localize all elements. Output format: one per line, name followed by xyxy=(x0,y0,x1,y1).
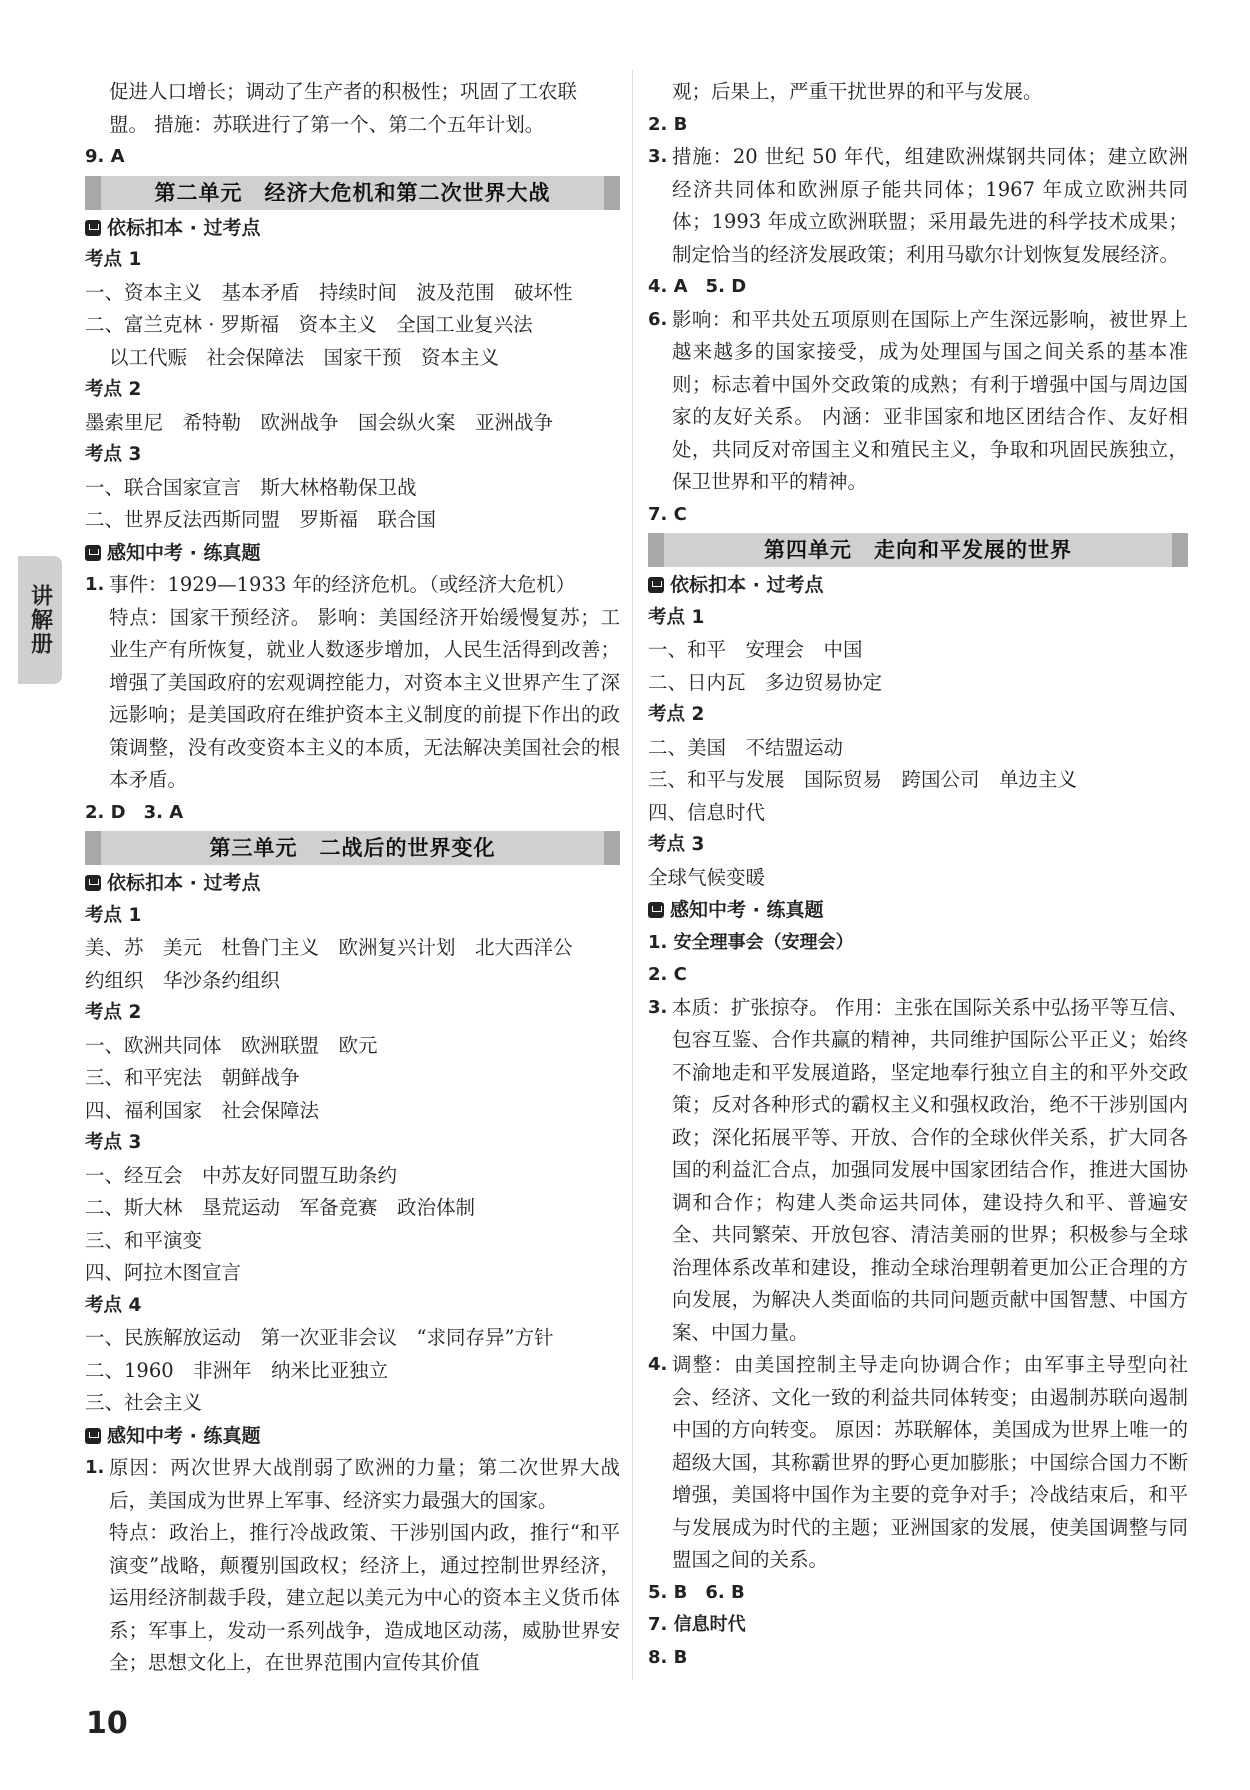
text-line: 一、联合国家宣言 斯大林格勒保卫战 xyxy=(85,475,417,499)
answer-text xyxy=(109,569,620,797)
text-line: 美、苏 美元 杜鲁门主义 欧洲复兴计划 北大西洋公 xyxy=(85,936,573,959)
answer-7: 7. C xyxy=(648,503,687,525)
kp-label: 考点 2 xyxy=(648,704,705,725)
answer-item xyxy=(648,141,1188,271)
text-line: 墨索里尼 希特勒 欧洲战争 国会纵火案 亚洲战争 xyxy=(85,410,554,434)
unit4-title: 第四单元 走向和平发展的世界 xyxy=(648,533,1188,567)
section-icon xyxy=(85,545,101,561)
section-heading-text: 依标扣本 · 过考点 xyxy=(107,872,261,894)
kp-label: 考点 3 xyxy=(648,834,705,855)
section-icon xyxy=(85,220,101,236)
answer-item xyxy=(648,1349,1188,1577)
text-line: 以工代赈 社会保障法 国家干预 资本主义 xyxy=(109,345,500,369)
right-column xyxy=(648,76,1188,1674)
text-line: 二、世界反法西斯同盟 罗斯福 联合国 xyxy=(85,508,437,531)
answer-text xyxy=(109,1452,620,1680)
section-heading-text: 依标扣本 · 过考点 xyxy=(107,216,261,239)
text-line: 促进人口增长；调动了生产者的积极性；巩固了工农联 xyxy=(109,80,578,103)
left-column xyxy=(85,76,620,1680)
kp-label: 考点 1 xyxy=(648,606,705,628)
answer-number: 3. xyxy=(648,146,668,167)
answer-1: 1. 安全理事会（安理会） xyxy=(648,931,854,953)
text-line: 二、1960 非洲年 纳米比亚独立 xyxy=(85,1358,389,1382)
answer-2-3: 2. D 3. A xyxy=(85,801,184,823)
text-line: 三、和平与发展 国际贸易 跨国公司 单边主义 xyxy=(648,768,1078,791)
unit2-title: 第二单元 经济大危机和第二次世界大战 xyxy=(85,176,620,210)
answer-text: 影响：和平共处五项原则在国际上产生深远影响，被世界上越来越多的国家接受，成为处理国与国之间关系的基本准则；标志着中国外交政策的成熟；有利于增强中国与周边国家的友好关系。 内涵：亚非国家和地区团结合作、友好相处，共同反对帝国主义和殖民主义，争取和巩固民族独立，保卫世界和平的精神。 xyxy=(672,307,1188,493)
text-line: 四、福利国家 社会保障法 xyxy=(85,1098,320,1122)
side-tab: 讲解册 xyxy=(18,556,62,684)
section-icon xyxy=(648,577,664,593)
kp-label: 考点 3 xyxy=(85,444,142,465)
text-line: 二、斯大林 垦荒运动 军备竞赛 政治体制 xyxy=(85,1196,476,1219)
text-line: 观；后果上，严重干扰世界的和平与发展。 xyxy=(672,80,1043,103)
answer-item xyxy=(85,1452,620,1680)
text-line: 三、和平演变 xyxy=(85,1228,203,1252)
text-line: 四、信息时代 xyxy=(648,800,766,824)
section-heading xyxy=(85,867,620,900)
answer-5-6: 5. B 6. B xyxy=(648,1581,745,1603)
kp-label: 考点 1 xyxy=(85,249,142,270)
answer-number: 1. xyxy=(85,1457,105,1478)
kp-label: 考点 1 xyxy=(85,904,142,926)
section-heading-text: 感知中考 · 练真题 xyxy=(107,541,261,564)
answer-2: 2. B xyxy=(648,113,688,135)
text-line: 一、经互会 中苏友好同盟互助条约 xyxy=(85,1163,398,1187)
answer-item xyxy=(648,992,1188,1350)
answer-para: 特点：国家干预经济。 影响：美国经济开始缓慢复苏；工业生产有所恢复，就业人数逐步增加，人民生活得到改善；增强了美国政府的宏观调控能力，对资本主义世界产生了深远影响；是美国政府在维护资本主义制度的前提下作出的政策调整，没有改变资本主义的本质，无法解决美国社会的根本矛盾。 xyxy=(109,605,620,791)
text-line: 盟。 措施：苏联进行了第一个、第二个五年计划。 xyxy=(109,112,545,136)
section-icon xyxy=(648,902,664,918)
kp-label: 考点 2 xyxy=(85,379,142,400)
text-line: 一、和平 安理会 中国 xyxy=(648,638,863,661)
unit3-title: 第三单元 二战后的世界变化 xyxy=(85,831,620,865)
answer-para: 特点：政治上，推行冷战政策、干涉别国内政，推行“和平演变”战略，颠覆别国政权；经济上，通过控制世界经济，运用经济制裁手段，建立起以美元为中心的资本主义货币体系；军事上，发动一系列战争，造成地区动荡，威胁世界安全；思想文化上，在世界范围内宣传其价值 xyxy=(109,1521,620,1674)
answer-2: 2. C xyxy=(648,964,687,985)
section-heading-text: 感知中考 · 练真题 xyxy=(670,899,824,921)
answer-number: 6. xyxy=(648,308,668,330)
text-line: 二、美国 不结盟运动 xyxy=(648,735,844,759)
section-heading xyxy=(85,537,620,570)
answer-text: 措施：20 世纪 50 年代，组建欧洲煤钢共同体；建立欧洲经济共同体和欧洲原子能共同体；1967 年成立欧洲共同体；1993 年成立欧洲联盟；采用最先进的科学技术成果；制定恰当的经济发展政策；利用马歇尔计划恢复发展经济。 xyxy=(672,145,1188,266)
answer-9: 9. A xyxy=(85,146,125,167)
text-line: 三、社会主义 xyxy=(85,1391,203,1414)
text-line: 三、和平宪法 朝鲜战争 xyxy=(85,1066,300,1089)
text-line: 一、民族解放运动 第一次亚非会议 “求同存异”方针 xyxy=(85,1326,554,1349)
text-line: 约组织 华沙条约组织 xyxy=(85,968,281,992)
text-line: 二、富兰克林 · 罗斯福 资本主义 全国工业复兴法 xyxy=(85,313,533,336)
section-heading xyxy=(648,569,1188,602)
answer-para: 事件：1929—1933 年的经济危机。（或经济大危机） xyxy=(109,573,576,596)
section-heading-text: 依标扣本 · 过考点 xyxy=(670,574,824,596)
answer-number: 4. xyxy=(648,1354,668,1375)
answer-7: 7. 信息时代 xyxy=(648,1614,746,1635)
text-line: 一、资本主义 基本矛盾 持续时间 波及范围 破坏性 xyxy=(85,280,573,304)
answer-4-5: 4. A 5. D xyxy=(648,276,747,297)
kp-label: 考点 2 xyxy=(85,1002,142,1023)
column-divider xyxy=(632,70,633,1680)
section-heading xyxy=(648,894,1188,927)
answer-item xyxy=(648,304,1188,499)
answer-para: 原因：两次世界大战削弱了欧洲的力量；第二次世界大战后，美国成为世界上军事、经济实力最强大的国家。 xyxy=(109,1456,620,1512)
kp-label: 考点 4 xyxy=(85,1294,142,1316)
answer-item xyxy=(85,569,620,797)
answer-number: 3. xyxy=(648,996,668,1018)
answer-8: 8. B xyxy=(648,1646,688,1668)
kp-label: 考点 3 xyxy=(85,1132,142,1153)
text-line: 一、欧洲共同体 欧洲联盟 欧元 xyxy=(85,1033,378,1057)
answer-text: 本质：扩张掠夺。 作用：主张在国际关系中弘扬平等互信、包容互鉴、合作共赢的精神，共同维护国际公平正义；始终不渝地走和平发展道路，坚定地奉行独立自主的和平外交政策；反对各种形式的霸权主义和强权政治，绝不干涉别国内政；深化拓展平等、开放、合作的全球伙伴关系，扩大同各国的利益汇合点，加强同发展中国家团结合作，推进大国协调和合作；构建人类命运共同体，建设持久和平、普遍安全、共同繁荣、开放包容、清洁美丽的世界；积极参与全球治理体系改革和建设，推动全球治理朝着更加公正合理的方向发展，为解决人类面临的共同问题贡献中国智慧、中国方案、中国力量。 xyxy=(672,995,1188,1344)
section-icon xyxy=(85,1428,101,1444)
text-line: 二、日内瓦 多边贸易协定 xyxy=(648,670,883,694)
page-number: 10 xyxy=(86,1706,128,1741)
section-heading xyxy=(85,1420,620,1453)
text-line: 全球气候变暖 xyxy=(648,865,766,889)
section-icon xyxy=(85,875,101,891)
answer-text: 调整：由美国控制主导走向协调合作；由军事主导型向社会、经济、文化一致的利益共同体转变；由遏制苏联向遏制中国的方向转变。 原因：苏联解体，美国成为世界上唯一的超级大国，其称霸世界的野心更加膨胀；中国综合国力不断增强，美国将中国作为主要的竞争对手；冷战结束后，和平与发展成为时代的主题；亚洲国家的发展，使美国调整与同盟国之间的关系。 xyxy=(672,1353,1188,1571)
section-heading-text: 感知中考 · 练真题 xyxy=(107,1424,261,1447)
answer-number: 1. xyxy=(85,574,105,595)
section-heading xyxy=(85,212,620,245)
text-line: 四、阿拉木图宣言 xyxy=(85,1261,242,1284)
